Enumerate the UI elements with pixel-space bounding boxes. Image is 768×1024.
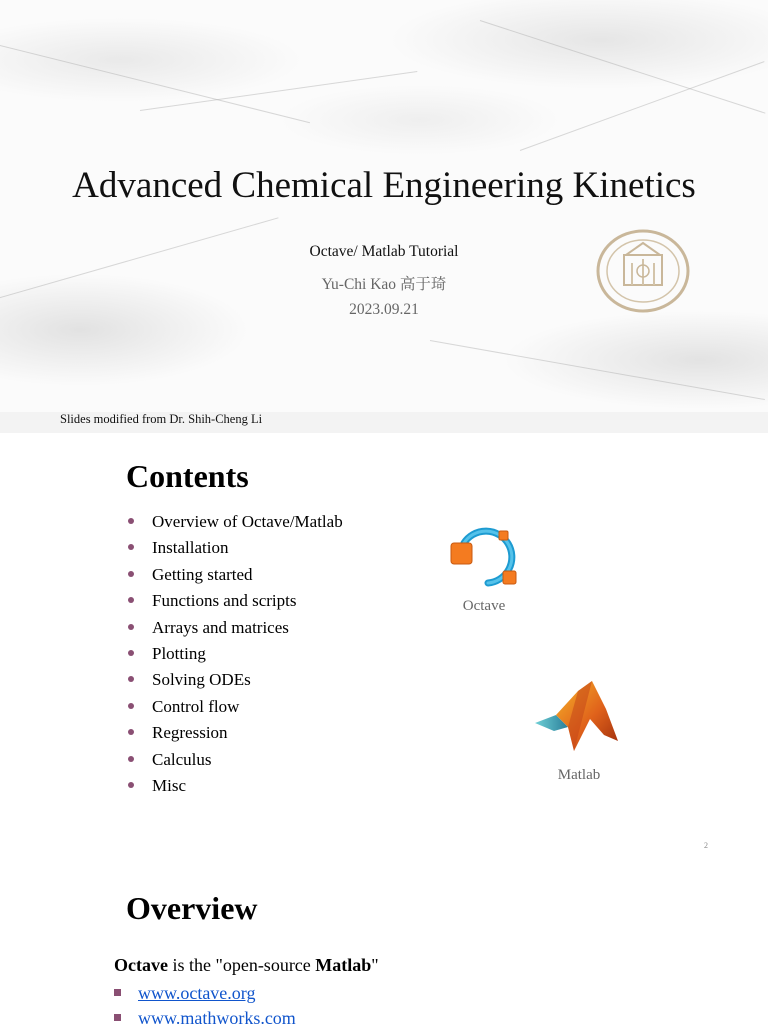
overview-text-end: ": [371, 955, 379, 975]
list-item: Overview of Octave/Matlab: [128, 509, 343, 535]
university-seal-icon: [596, 229, 690, 313]
matlab-term: Matlab: [315, 955, 372, 975]
matlab-caption: Matlab: [557, 767, 601, 783]
list-item: Solving ODEs: [128, 667, 343, 693]
overview-text: is the "open-source: [167, 955, 316, 975]
overview-sentence: [114, 955, 379, 976]
list-item: Plotting: [128, 641, 343, 667]
list-item: Installation: [128, 535, 343, 561]
slide-subtitle: Octave/ Matlab Tutorial: [309, 243, 459, 260]
octave-caption: Octave: [462, 598, 506, 614]
octave-term: Octave: [114, 955, 168, 975]
octave-logo-icon: [450, 521, 520, 591]
slide-credit: Slides modified from Dr. Shih-Cheng Li: [60, 412, 263, 426]
contents-list: [128, 509, 343, 799]
list-item: Regression: [128, 720, 343, 746]
presentation-date: 2023.09.21: [349, 301, 419, 318]
octave-website-link[interactable]: www.octave.org: [138, 983, 256, 1003]
overview-slide: [0, 864, 768, 1024]
mathworks-website-link[interactable]: www.mathworks.com: [138, 1008, 296, 1024]
list-item: Control flow: [128, 694, 343, 720]
list-item: Functions and scripts: [128, 588, 343, 614]
list-item: [114, 981, 296, 1006]
link-list: [114, 981, 296, 1024]
marble-vein: [480, 20, 766, 114]
matlab-logo-icon: [534, 679, 620, 757]
slide-heading: Overview: [126, 890, 258, 926]
page-number: 2: [704, 841, 708, 850]
list-item: Arrays and matrices: [128, 615, 343, 641]
marble-vein: [0, 40, 310, 123]
slide-heading: Contents: [126, 458, 249, 494]
list-item: Misc: [128, 773, 343, 799]
title-slide: [0, 0, 768, 412]
list-item: [114, 1006, 296, 1024]
list-item: Calculus: [128, 747, 343, 773]
author-name: Yu-Chi Kao 高于琦: [321, 276, 447, 293]
contents-slide: [0, 433, 768, 864]
marble-vein: [520, 61, 765, 151]
slide-title: Advanced Chemical Engineering Kinetics: [72, 165, 696, 206]
marble-vein: [430, 340, 765, 400]
list-item: Getting started: [128, 562, 343, 588]
